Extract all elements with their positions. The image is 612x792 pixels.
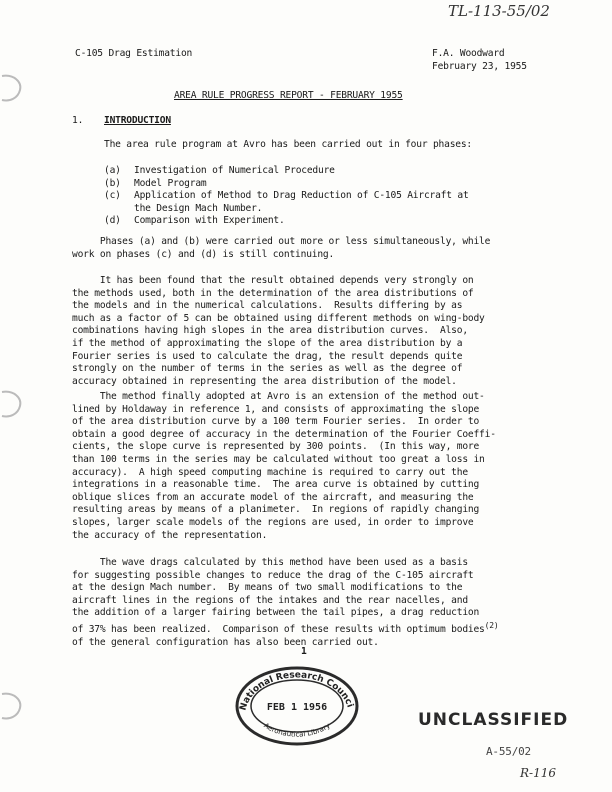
phase-item — [104, 178, 469, 191]
phase-item-continuation — [104, 203, 469, 216]
author-name: F.A. Woodward — [432, 48, 505, 59]
paragraph-line: of the area distribution curve by a 100 term Fourier series. In order to — [72, 416, 480, 428]
paragraph-line: combinations having high slopes in the area distribution curves. Also, — [72, 325, 468, 337]
paragraph-phases — [72, 236, 542, 261]
paragraph-line: It has been found that the result obtained depends very strongly on — [72, 275, 474, 286]
phase-item — [104, 165, 469, 178]
handwritten-reference: TL-113-55/02 — [448, 2, 550, 20]
paragraph-line: than 100 terms in the series may be calculated without too great a loss in — [72, 453, 485, 465]
punch-hole-middle-icon — [0, 388, 26, 422]
paragraph-line: accuracy). A high speed computing machine is required to carry out the — [72, 466, 468, 478]
phase-label: (c) — [104, 190, 121, 202]
paragraph-line: cients, the slope curve is represented by 300 points. (In this way, more — [72, 441, 480, 453]
author-block — [432, 48, 527, 73]
stamp-bottom-text: Aeronautical Library — [262, 721, 332, 739]
paragraph-line: accuracy obtained in representing the area distribution of the model. — [72, 375, 457, 387]
paragraph-line: the methods used, both in the determination of the area distributions of — [72, 287, 474, 299]
phase-text: Model Program — [134, 177, 207, 189]
receipt-stamp — [232, 660, 362, 746]
paragraph-line: oblique slices from an accurate model of the aircraft, and measuring the — [72, 491, 474, 503]
section-number: 1. — [72, 115, 84, 126]
paragraph-line: obtain a good degree of accuracy in the determination of the Fourier Coeffi- — [72, 428, 496, 440]
paragraph-results-dependence — [72, 275, 542, 388]
paragraph-line: The wave drags calculated by this method have been used as a basis — [72, 557, 468, 568]
intro-sentence: The area rule program at Avro has been carried out in four phases: — [104, 139, 473, 150]
phase-item — [104, 190, 469, 203]
paragraph-line: of the general configuration has also been carried out. — [72, 636, 379, 648]
paragraph-line: the addition of a larger fairing between the tail pipes, a drag reduction — [72, 607, 480, 619]
paragraph-line: Phases (a) and (b) were carried out more or less simultaneously, while — [72, 236, 491, 247]
classification-mark: UNCLASSIFIED — [418, 710, 569, 730]
bottom-handwritten-note: R-116 — [520, 766, 556, 780]
section-heading: INTRODUCTION — [104, 115, 171, 126]
reference-superscript: (2) — [484, 620, 499, 630]
paragraph-wave-drags — [72, 557, 542, 649]
paragraph-line: strongly on the number of terms in the series as well as the degree of — [72, 363, 463, 375]
phase-label: (b) — [104, 177, 121, 189]
paragraph-line: slopes, larger scale models of the regions are used, in order to improve — [72, 516, 474, 528]
paragraph-line: if the method of approximating the slope of the area distribution by a — [72, 337, 463, 349]
paragraph-line: aircraft lines in the regions of the intakes and the rear nacelles, and — [72, 594, 468, 606]
phase-text: the Design Mach Number. — [134, 202, 263, 214]
punch-hole-top-icon — [0, 72, 26, 106]
paragraph-method — [72, 391, 542, 542]
phase-item — [104, 215, 469, 228]
paragraph-line: for suggesting possible changes to reduce the drag of the C-105 aircraft — [72, 569, 474, 581]
phase-text: Application of Method to Drag Reduction of C-105 Aircraft at — [134, 190, 469, 202]
paragraph-line: resulting areas by means of a planimeter. In regions of rapidly changing — [72, 504, 480, 516]
report-date: February 23, 1955 — [432, 60, 527, 72]
paragraph-line: at the design Mach number. By means of two small modifications to the — [72, 582, 463, 594]
paragraph-line: Fourier series is used to calculate the drag, the result depends quite — [72, 350, 463, 362]
paragraph-line: of 37% has been realized. Comparison of these results with optimum bodies — [72, 624, 485, 636]
document-label: C-105 Drag Estimation — [75, 48, 193, 59]
stamp-date: FEB 1 1956 — [266, 702, 328, 713]
paragraph-line: the models and in the numerical calculations. Results differing by as — [72, 300, 463, 312]
paragraph-line: The method finally adopted at Avro is an extension of the method out- — [72, 391, 485, 402]
page-number: 1 — [301, 646, 307, 657]
phase-label: (a) — [104, 165, 121, 176]
report-title: AREA RULE PROGRESS REPORT - FEBRUARY 1955 — [174, 90, 403, 101]
paragraph-line: the accuracy of the representation. — [72, 529, 268, 541]
paragraph-line: much as a factor of 5 can be obtained using different methods on wing-body — [72, 312, 485, 324]
paragraph-line: work on phases (c) and (d) is still continuing. — [72, 248, 335, 260]
phase-list — [104, 165, 469, 228]
stamp-top-text: National Research Counci — [238, 670, 355, 712]
phase-label: (d) — [104, 215, 121, 227]
paragraph-line: integrations in a reasonable time. The area curve is obtained by cutting — [72, 479, 480, 491]
paragraph-line-with-ref — [72, 620, 542, 637]
phase-text: Comparison with Experiment. — [134, 215, 285, 227]
punch-hole-bottom-icon — [0, 690, 26, 724]
paragraph-line: lined by Holdaway in reference 1, and consists of approximating the slope — [72, 403, 480, 415]
bottom-code: A-55/02 — [486, 745, 531, 758]
phase-text: Investigation of Numerical Procedure — [134, 165, 335, 176]
